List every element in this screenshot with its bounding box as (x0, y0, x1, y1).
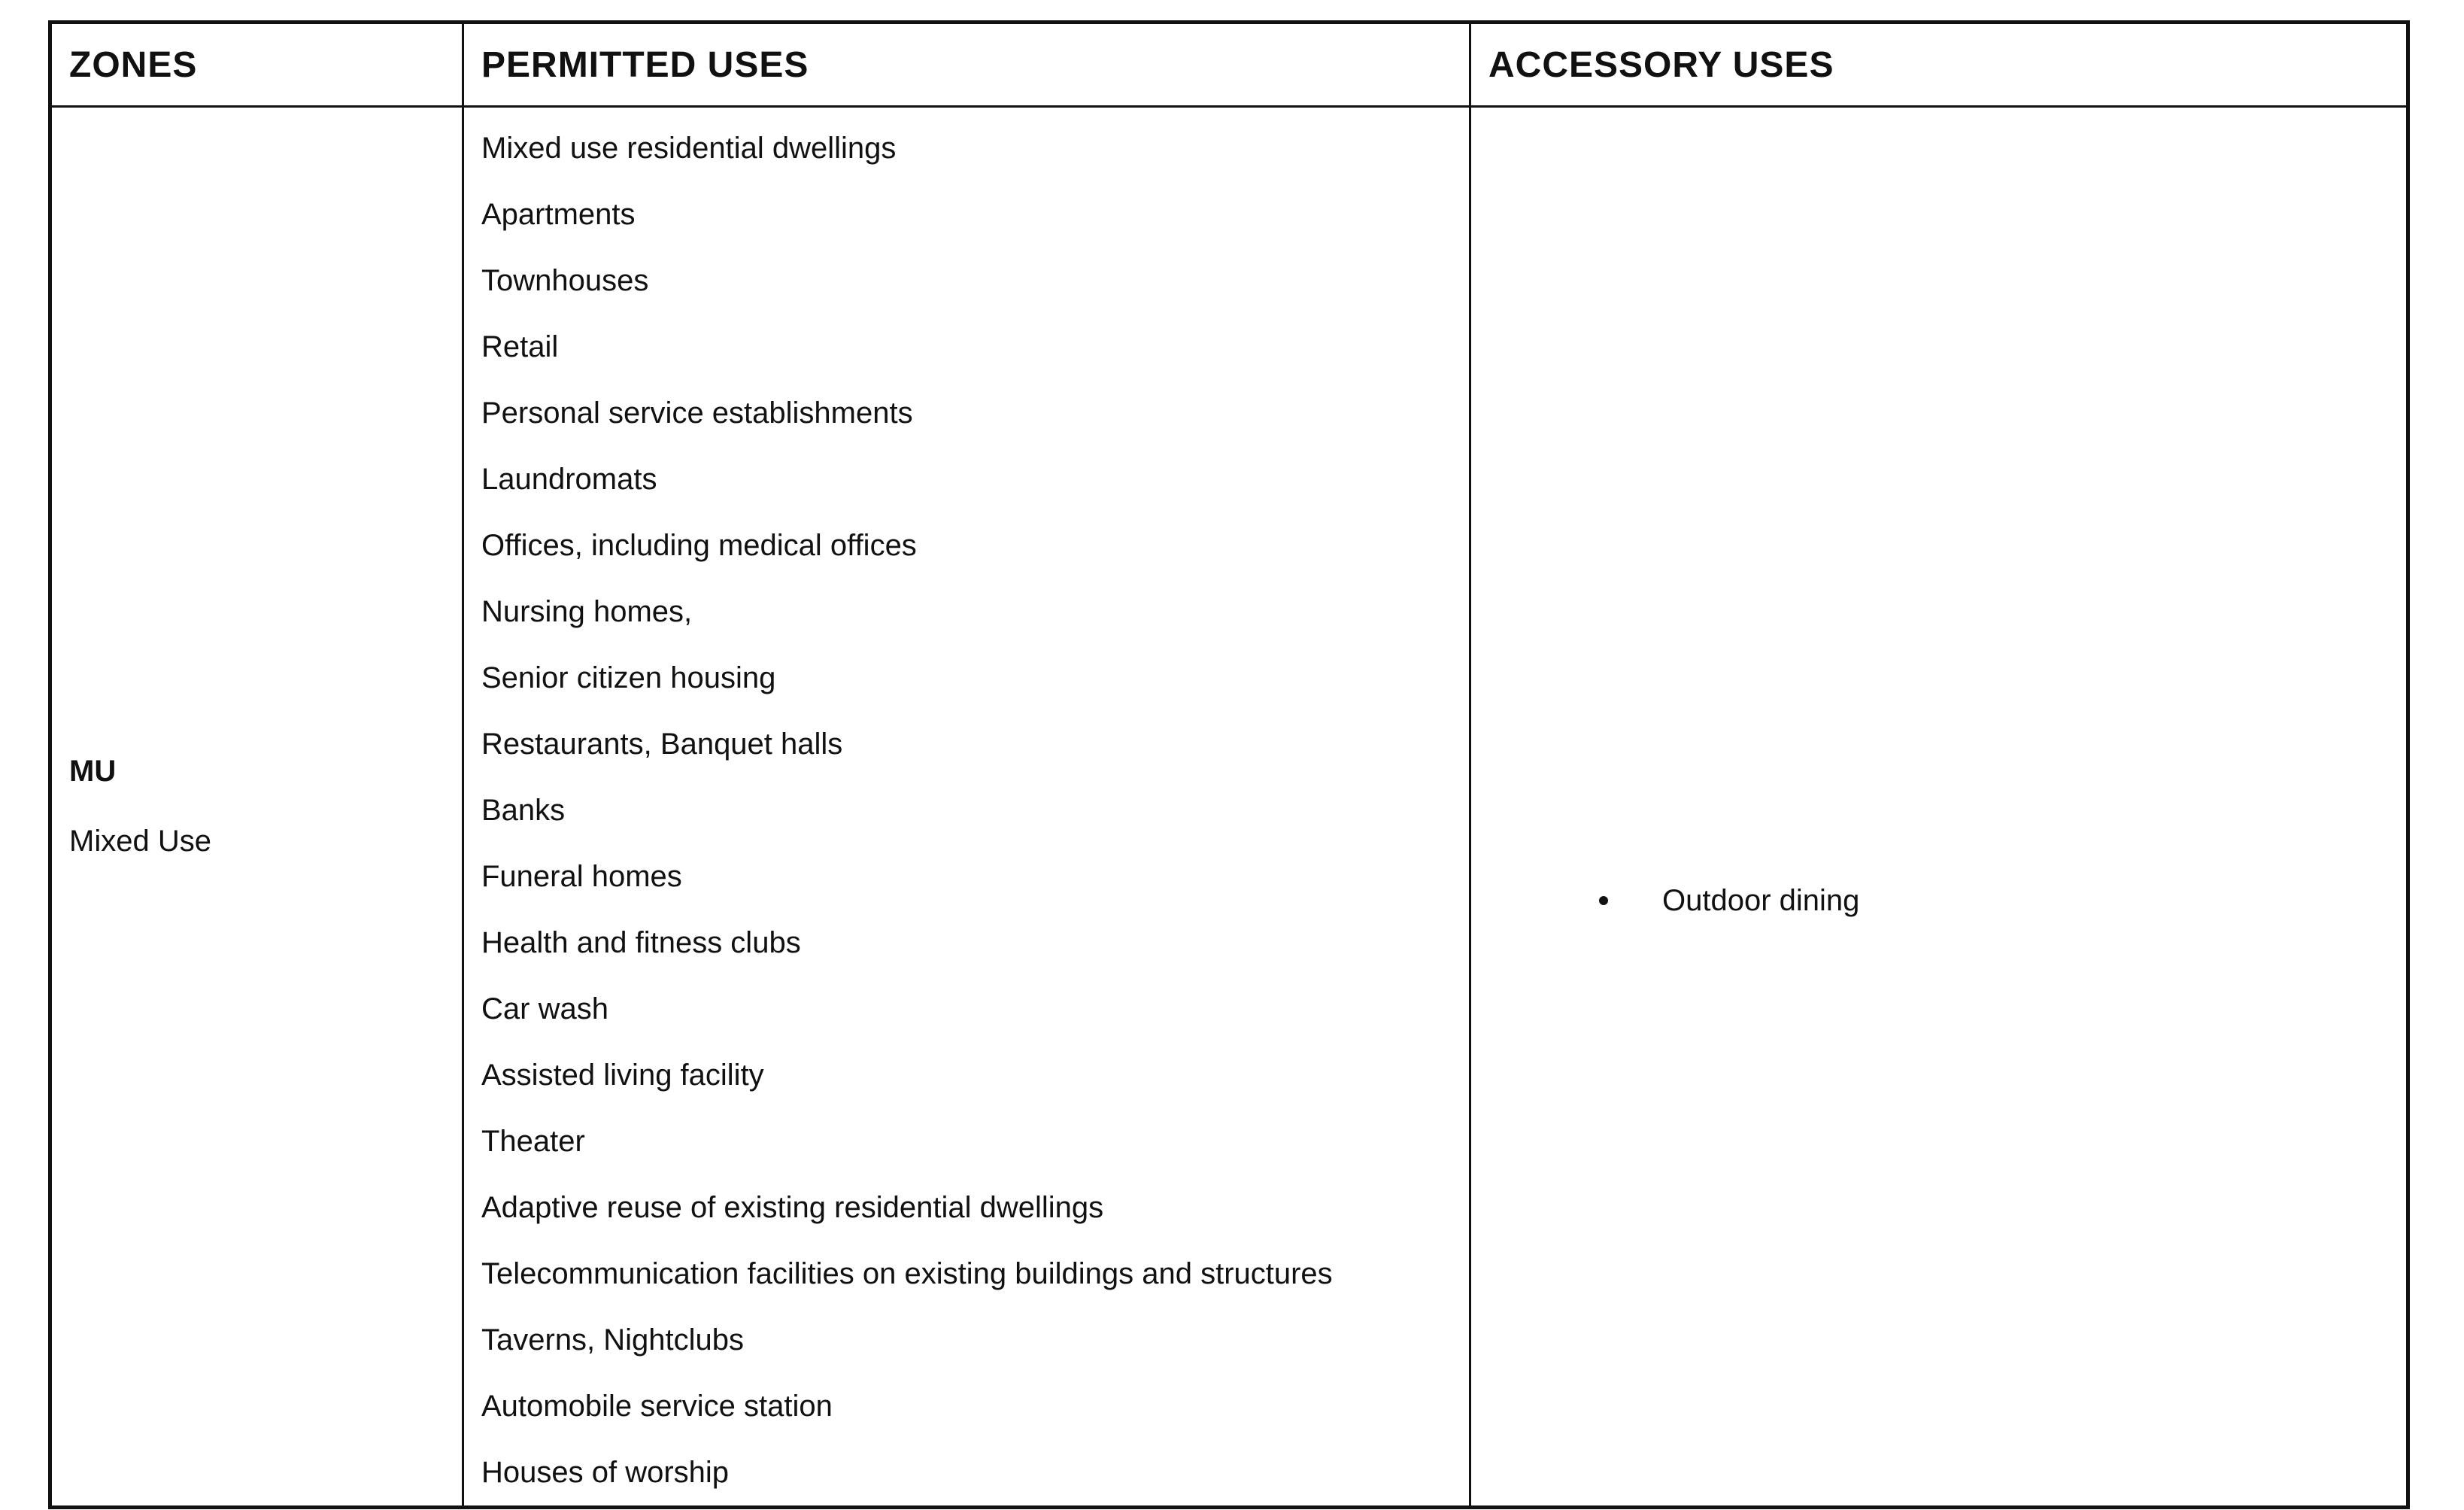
zoning-table (48, 20, 2410, 1509)
zone-cell (50, 107, 463, 1508)
bullet-icon (1599, 896, 1608, 905)
header-accessory-uses: ACCESSORY USES (1470, 23, 2408, 107)
zone-row (50, 107, 2408, 1508)
header-zones: ZONES (50, 23, 463, 107)
accessory-uses-list (1471, 867, 1859, 934)
accessory-use-label: Outdoor dining (1662, 884, 1860, 917)
list-item: Apartments (481, 198, 636, 231)
list-item: Retail (481, 330, 559, 363)
list-item: Car wash (481, 992, 608, 1025)
list-item: Assisted living facility (481, 1059, 764, 1092)
list-item: Laundromats (481, 463, 657, 496)
list-item: Theater (481, 1125, 585, 1158)
permitted-uses-list (481, 115, 1469, 1505)
header-row (50, 23, 2408, 107)
zone-name: Mixed Use (69, 825, 211, 858)
list-item: Mixed use residential dwellings (481, 132, 897, 165)
list-item: Funeral homes (481, 860, 682, 893)
list-item: Personal service establishments (481, 396, 913, 430)
list-item (1471, 867, 1859, 934)
list-item: Offices, including medical offices (481, 529, 917, 562)
permitted-uses-cell (463, 107, 1470, 1508)
list-item: Health and fitness clubs (481, 926, 801, 959)
list-item: Taverns, Nightclubs (481, 1323, 745, 1357)
header-permitted-uses: PERMITTED USES (463, 23, 1470, 107)
list-item: Senior citizen housing (481, 661, 776, 694)
accessory-uses-cell (1470, 107, 2408, 1508)
list-item: Banks (481, 794, 566, 827)
list-item: Restaurants, Banquet halls (481, 728, 843, 761)
list-item: Telecommunication facilities on existing buildings and structures (481, 1257, 1333, 1290)
list-item: Houses of worship (481, 1456, 730, 1489)
list-item: Automobile service station (481, 1390, 833, 1423)
zone-code: MU (69, 755, 117, 788)
list-item: Nursing homes, (481, 595, 693, 628)
list-item: Adaptive reuse of existing residential dwellings (481, 1191, 1104, 1224)
list-item: Townhouses (481, 264, 649, 297)
